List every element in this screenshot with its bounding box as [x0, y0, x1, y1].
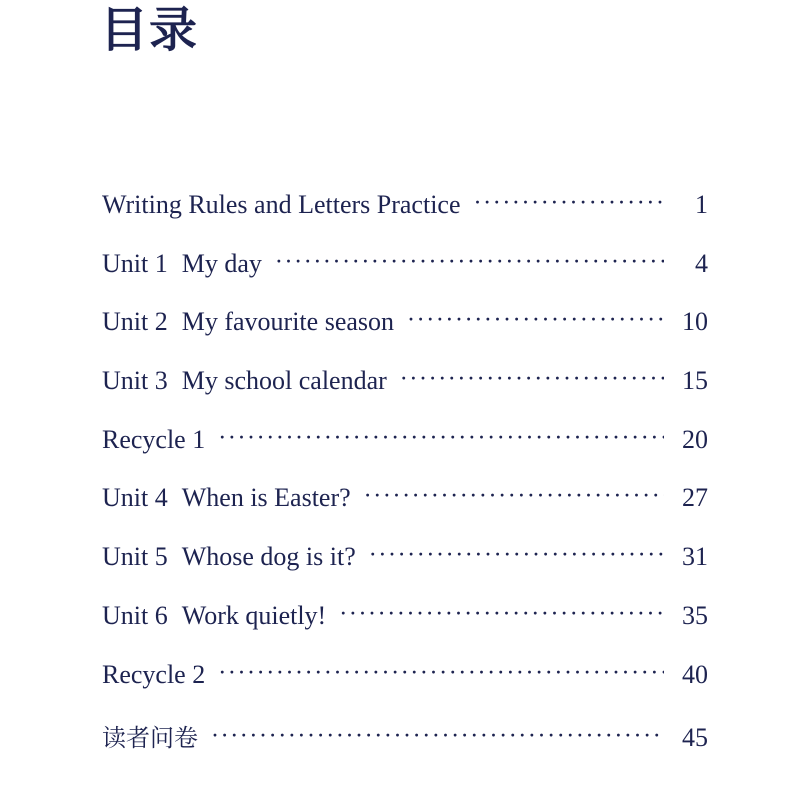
dot-leader: [475, 192, 664, 213]
toc-entry-unit-5[interactable]: [102, 542, 708, 601]
toc-entry-label: [102, 601, 326, 631]
dot-leader: [370, 544, 664, 565]
toc-entry-label: [102, 307, 394, 337]
unit-number: Unit 2: [102, 307, 168, 337]
unit-number: Unit 4: [102, 483, 168, 513]
toc-entry-label: Recycle 2: [102, 659, 206, 689]
toc-entry-label: [102, 366, 387, 396]
unit-title: My favourite season: [181, 307, 395, 337]
unit-number: Unit 1: [102, 248, 168, 278]
toc-entry-label: [102, 483, 351, 513]
toc-entry-reader-survey[interactable]: [102, 718, 708, 777]
unit-number: Unit 5: [102, 542, 168, 572]
dot-leader: [408, 309, 664, 330]
toc-entry-label: Writing Rules and Letters Practice: [102, 190, 461, 219]
toc-entry-unit-6[interactable]: [102, 601, 708, 660]
dot-leader: [212, 725, 664, 746]
dot-leader: [276, 251, 664, 272]
unit-title: My day: [181, 248, 262, 278]
unit-number: Unit 6: [102, 600, 168, 630]
toc-entry-page: 20: [682, 424, 708, 454]
toc-entry-recycle-2[interactable]: [102, 660, 708, 719]
toc-entry-label: [102, 542, 356, 572]
toc-entry-unit-4[interactable]: [102, 483, 708, 542]
toc-entry-page: 1: [695, 190, 708, 219]
toc-entry-page: 40: [682, 659, 708, 689]
dot-leader: [401, 368, 664, 389]
table-of-contents: [102, 190, 708, 777]
unit-title: Whose dog is it?: [181, 542, 356, 572]
page-title: 目录: [100, 2, 199, 58]
toc-entry-page: 45: [682, 723, 708, 753]
dot-leader: [219, 427, 664, 448]
unit-title: When is Easter?: [181, 483, 351, 513]
toc-entry-page: 10: [682, 307, 708, 337]
toc-entry-page: 15: [682, 366, 708, 396]
toc-entry-page: 4: [695, 248, 708, 278]
toc-entry-unit-3[interactable]: [102, 366, 708, 425]
toc-entry-unit-2[interactable]: [102, 307, 708, 366]
unit-number: Unit 3: [102, 366, 168, 396]
toc-entry-page: 27: [682, 483, 708, 513]
toc-entry-label: [102, 249, 262, 279]
unit-title: My school calendar: [181, 366, 387, 396]
unit-title: Work quietly!: [181, 600, 327, 630]
toc-entry-page: 35: [682, 600, 708, 630]
toc-entry-writing-rules[interactable]: [102, 190, 708, 249]
toc-entry-recycle-1[interactable]: [102, 425, 708, 484]
dot-leader: [365, 485, 664, 506]
dot-leader: [340, 603, 664, 624]
toc-entry-page: 31: [682, 542, 708, 572]
toc-entry-label: Recycle 1: [102, 424, 206, 454]
dot-leader: [219, 662, 664, 683]
toc-entry-unit-1[interactable]: [102, 249, 708, 308]
toc-entry-label: 读者问卷: [102, 724, 198, 753]
